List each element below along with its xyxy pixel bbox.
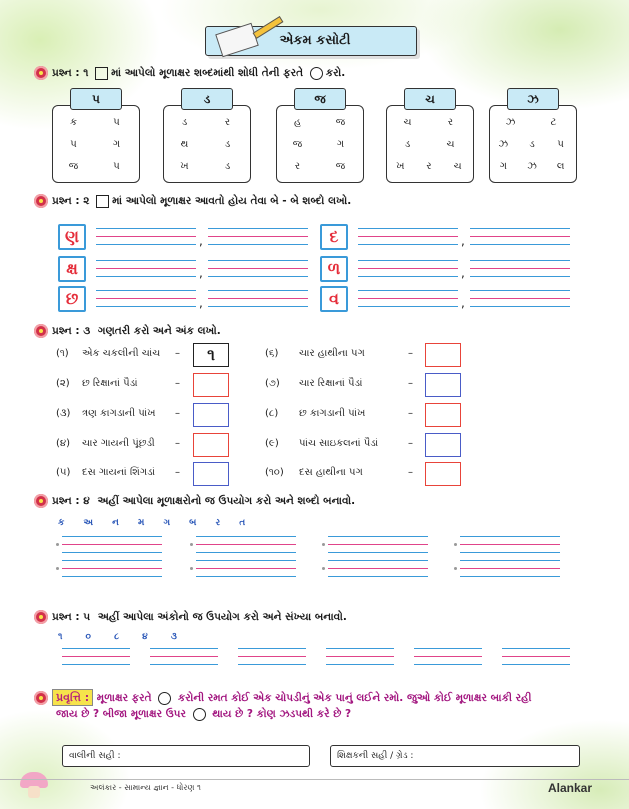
answer-line[interactable] bbox=[414, 648, 482, 649]
letter-cell[interactable]: જ bbox=[335, 161, 346, 172]
letter-cell[interactable]: ચ bbox=[446, 139, 455, 150]
question-3-label: પ્રશ્ન : ૩ bbox=[52, 325, 91, 337]
answer-line[interactable] bbox=[208, 268, 308, 269]
answer-line[interactable] bbox=[150, 648, 218, 649]
bullet-dot bbox=[190, 543, 193, 546]
question-5-heading bbox=[34, 608, 347, 626]
question-1-text: માં આપેલો મૂળાક્ષર શબ્દમાંથી શોધી તેની ફરતે bbox=[111, 67, 304, 79]
letter-cell[interactable]: ઝ bbox=[498, 139, 509, 150]
count-item-text: છ કાગડાની પાંખ bbox=[299, 408, 366, 419]
letter-cell[interactable]: જ bbox=[68, 161, 79, 172]
activity-line-2b: થાય છે ? કોણ ઝડપથી કરે છે ? bbox=[212, 708, 352, 720]
letter-cell[interactable]: પ bbox=[70, 139, 77, 150]
answer-line[interactable] bbox=[238, 648, 306, 649]
page-title: એકમ કસોટી bbox=[279, 33, 351, 48]
answer-box[interactable] bbox=[425, 373, 461, 397]
letter-cell[interactable]: જ bbox=[335, 117, 346, 128]
count-item-number: (૨) bbox=[56, 378, 70, 389]
question-4-heading bbox=[34, 492, 355, 510]
count-item-text: છ રિક્ષાનાં પૈડાં bbox=[82, 378, 138, 389]
comma-separator: , bbox=[461, 234, 465, 248]
answer-line[interactable] bbox=[358, 276, 458, 277]
answer-line[interactable] bbox=[470, 228, 570, 229]
bullet-dot bbox=[190, 567, 193, 570]
answer-line[interactable] bbox=[502, 656, 570, 657]
letter-cell[interactable]: ર bbox=[224, 117, 231, 128]
answer-line[interactable] bbox=[208, 298, 308, 299]
answer-line[interactable] bbox=[414, 664, 482, 665]
answer-line[interactable] bbox=[208, 236, 308, 237]
count-item-text: ત્રણ કાગડાની પાંખ bbox=[82, 408, 156, 419]
answer-line[interactable] bbox=[460, 552, 560, 553]
answer-line[interactable] bbox=[358, 306, 458, 307]
answer-line[interactable] bbox=[96, 268, 196, 269]
parent-signature-label: વાલીની સહી : bbox=[69, 751, 121, 761]
answer-box[interactable] bbox=[193, 403, 229, 427]
count-item-text: ચાર ગાયની પૂંછડી bbox=[82, 438, 155, 449]
letter-cell[interactable]: ડ bbox=[224, 161, 231, 172]
answer-line[interactable] bbox=[460, 576, 560, 577]
letter-cell[interactable]: ઝ bbox=[527, 161, 537, 172]
answer-box[interactable] bbox=[425, 343, 461, 367]
answer-line[interactable] bbox=[358, 298, 458, 299]
bullet-dot bbox=[454, 567, 457, 570]
letter-box: ળ bbox=[320, 256, 348, 282]
teacher-signature-label: શિક્ષકની સહી / ગ્રેડ : bbox=[337, 751, 414, 761]
letter-cell[interactable]: ખ bbox=[180, 161, 189, 172]
count-item-text: ચાર હાથીના પગ bbox=[299, 348, 365, 359]
question-2-text: માં આપેલો મૂળાક્ષર આવતો હોય તેવા બે - બે શબ્દો લખો. bbox=[112, 195, 352, 207]
footer-text: અલંકાર - સામાન્ય જ્ઞાન - ધોરણ ૧ bbox=[90, 783, 201, 792]
answer-line[interactable] bbox=[208, 306, 308, 307]
answer-line[interactable] bbox=[96, 290, 196, 291]
answer-line[interactable] bbox=[96, 298, 196, 299]
question-4-letters: ક અ ન મ ગ બ ર ત bbox=[58, 518, 254, 528]
answer-line[interactable] bbox=[96, 276, 196, 277]
letter-cell[interactable]: ગ bbox=[336, 139, 345, 150]
brand-logo: Alankar bbox=[548, 781, 593, 795]
answer-line[interactable] bbox=[62, 552, 162, 553]
letter-group-head: જ bbox=[294, 88, 346, 110]
activity-tag: પ્રવૃત્તિ : bbox=[52, 689, 93, 706]
count-item-number: (૪) bbox=[56, 438, 71, 449]
dash: – bbox=[175, 467, 180, 478]
answer-line[interactable] bbox=[196, 576, 296, 577]
answer-line[interactable] bbox=[502, 648, 570, 649]
letter-cell[interactable]: ક bbox=[69, 117, 78, 128]
letter-box: ક્ષ bbox=[58, 256, 86, 282]
question-1-text-end: કરો. bbox=[325, 67, 346, 79]
answer-box[interactable] bbox=[193, 433, 229, 457]
letter-cell[interactable]: ગ bbox=[499, 161, 507, 172]
letter-cell[interactable]: ડ bbox=[224, 139, 231, 150]
answer-line[interactable] bbox=[150, 664, 218, 665]
answer-box[interactable] bbox=[193, 462, 229, 486]
question-5-label: પ્રશ્ન : ૫ bbox=[52, 611, 91, 623]
answer-line[interactable] bbox=[470, 276, 570, 277]
answer-line[interactable] bbox=[470, 290, 570, 291]
count-item-text: એક ચકલીની ચાંચ bbox=[82, 348, 161, 359]
letter-cell[interactable]: ર bbox=[294, 161, 301, 172]
circle-icon bbox=[193, 708, 206, 721]
answer-line[interactable] bbox=[470, 298, 570, 299]
letter-cell[interactable]: ચ bbox=[453, 161, 462, 172]
bullet-dot bbox=[454, 543, 457, 546]
question-5-text: અહીં આપેલા અંકોનો જ ઉપયોગ કરો અને સંખ્યા બનાવો. bbox=[97, 611, 347, 623]
answer-line[interactable] bbox=[208, 290, 308, 291]
bullet-dot bbox=[56, 567, 59, 570]
question-4-text: અહીં આપેલા મૂળાક્ષરોનો જ ઉપયોગ કરો અને શબ્દો બનાવો. bbox=[97, 495, 356, 507]
answer-line[interactable] bbox=[238, 664, 306, 665]
answer-line[interactable] bbox=[150, 656, 218, 657]
letter-cell[interactable]: ર bbox=[426, 161, 432, 172]
answer-line[interactable] bbox=[196, 536, 296, 537]
answer-box[interactable] bbox=[425, 462, 461, 486]
answer-line[interactable] bbox=[328, 536, 428, 537]
letter-group-head: પ bbox=[70, 88, 122, 110]
answer-line[interactable] bbox=[208, 244, 308, 245]
answer-box[interactable] bbox=[193, 373, 229, 397]
letter-cell[interactable]: પ bbox=[113, 161, 120, 172]
mushroom-icon bbox=[14, 770, 54, 800]
letter-cell[interactable]: થ bbox=[180, 139, 189, 150]
count-item-number: (૩) bbox=[56, 408, 71, 419]
answer-line[interactable] bbox=[358, 228, 458, 229]
count-item-text: ચાર રિક્ષાનાં પૈડાં bbox=[299, 378, 363, 389]
answer-line[interactable] bbox=[62, 656, 130, 657]
square-icon bbox=[96, 195, 109, 208]
flower-icon bbox=[34, 324, 48, 338]
comma-separator: , bbox=[461, 296, 465, 310]
square-icon bbox=[95, 67, 108, 80]
question-2-heading bbox=[34, 192, 351, 210]
letter-cell[interactable]: હ bbox=[293, 117, 302, 128]
answer-line[interactable] bbox=[502, 664, 570, 665]
answer-line[interactable] bbox=[196, 552, 296, 553]
answer-line[interactable] bbox=[470, 306, 570, 307]
teacher-signature-field[interactable] bbox=[330, 745, 580, 767]
answer-line[interactable] bbox=[460, 536, 560, 537]
bullet-dot bbox=[56, 543, 59, 546]
footer-divider bbox=[0, 779, 629, 780]
letter-cell[interactable]: ડ bbox=[404, 139, 411, 150]
flower-icon bbox=[34, 691, 48, 705]
answer-line[interactable] bbox=[460, 544, 560, 545]
letter-cell[interactable]: ચ bbox=[403, 117, 412, 128]
answer-box[interactable] bbox=[425, 433, 461, 457]
answer-line[interactable] bbox=[470, 260, 570, 261]
count-item-number: (૬) bbox=[265, 348, 279, 359]
answer-box[interactable]: ૧ bbox=[193, 343, 229, 367]
activity-line-1a: મૂળાક્ષર ફરતે bbox=[96, 692, 152, 704]
dash: – bbox=[175, 378, 180, 389]
letter-cell[interactable]: લ bbox=[556, 161, 565, 172]
circle-icon bbox=[310, 67, 323, 80]
answer-line[interactable] bbox=[196, 568, 296, 569]
answer-line[interactable] bbox=[460, 560, 560, 561]
dash: – bbox=[175, 408, 180, 419]
answer-line[interactable] bbox=[326, 664, 394, 665]
letter-box: વ bbox=[320, 286, 348, 312]
answer-line[interactable] bbox=[62, 576, 162, 577]
flower-icon bbox=[34, 610, 48, 624]
count-item-number: (૧૦) bbox=[265, 467, 284, 478]
count-item-text: પાંચ સાઇકલનાં પૈડાં bbox=[299, 438, 379, 449]
dash: – bbox=[175, 438, 180, 449]
answer-line[interactable] bbox=[208, 228, 308, 229]
answer-line[interactable] bbox=[62, 536, 162, 537]
count-item-number: (૭) bbox=[265, 378, 280, 389]
answer-line[interactable] bbox=[358, 260, 458, 261]
letter-group-head: ડ bbox=[181, 88, 233, 110]
answer-line[interactable] bbox=[62, 568, 162, 569]
letter-cell[interactable]: ડ bbox=[181, 117, 188, 128]
letter-cell[interactable]: ઝ bbox=[505, 117, 516, 128]
letter-group-head: ચ bbox=[404, 88, 456, 110]
answer-line[interactable] bbox=[358, 236, 458, 237]
question-4-label: પ્રશ્ન : ૪ bbox=[52, 495, 90, 507]
dash: – bbox=[408, 408, 413, 419]
answer-line[interactable] bbox=[358, 290, 458, 291]
answer-line[interactable] bbox=[62, 560, 162, 561]
answer-line[interactable] bbox=[328, 560, 428, 561]
letter-cell[interactable]: ખ bbox=[396, 161, 405, 172]
count-item-text: દસ હાથીના પગ bbox=[299, 467, 363, 478]
dash: – bbox=[408, 438, 413, 449]
letter-cell[interactable]: પ bbox=[113, 117, 120, 128]
question-5-digits: ૧ ૦ ૮ ૪ ૩ bbox=[58, 632, 187, 642]
answer-line[interactable] bbox=[470, 236, 570, 237]
answer-line[interactable] bbox=[96, 236, 196, 237]
question-1-label: પ્રશ્ન : ૧ bbox=[52, 67, 89, 79]
answer-line[interactable] bbox=[358, 268, 458, 269]
answer-line[interactable] bbox=[208, 276, 308, 277]
question-1-heading bbox=[34, 64, 345, 82]
answer-line[interactable] bbox=[96, 244, 196, 245]
letter-cell[interactable]: ડ bbox=[529, 139, 535, 150]
answer-line[interactable] bbox=[62, 664, 130, 665]
letter-cell[interactable]: પ bbox=[557, 139, 564, 150]
letter-cell[interactable]: ર bbox=[447, 117, 454, 128]
answer-line[interactable] bbox=[328, 552, 428, 553]
activity-line-2a: જાય છે ? બીજા મૂળાક્ષર ઉપર bbox=[56, 708, 186, 720]
activity-section bbox=[34, 690, 604, 722]
answer-line[interactable] bbox=[328, 544, 428, 545]
letter-cell[interactable]: ગ bbox=[112, 139, 121, 150]
letter-box: છ bbox=[58, 286, 86, 312]
activity-line-1b: કરોની રમત કોઈ એક ચોપડીનું એક પાનું લઈને રમો. જુઓ કોઈ મૂળાક્ષર બાકી રહી bbox=[177, 692, 532, 704]
comma-separator: , bbox=[199, 266, 203, 280]
answer-box[interactable] bbox=[425, 403, 461, 427]
bullet-dot bbox=[322, 567, 325, 570]
count-item-number: (૮) bbox=[265, 408, 279, 419]
question-3-text: ગણતરી કરો અને અંક લખો. bbox=[97, 325, 221, 337]
answer-line[interactable] bbox=[96, 228, 196, 229]
answer-line[interactable] bbox=[208, 260, 308, 261]
answer-line[interactable] bbox=[470, 244, 570, 245]
answer-line[interactable] bbox=[414, 656, 482, 657]
comma-separator: , bbox=[199, 234, 203, 248]
circle-icon bbox=[158, 692, 171, 705]
letter-cell[interactable]: ટ bbox=[550, 117, 557, 128]
answer-line[interactable] bbox=[196, 544, 296, 545]
dash: – bbox=[408, 467, 413, 478]
dash: – bbox=[408, 348, 413, 359]
answer-line[interactable] bbox=[328, 576, 428, 577]
dash: – bbox=[175, 348, 180, 359]
count-item-number: (૧) bbox=[56, 348, 69, 359]
count-item-number: (૫) bbox=[56, 467, 71, 478]
answer-line[interactable] bbox=[328, 568, 428, 569]
comma-separator: , bbox=[461, 266, 465, 280]
letter-box: ણ bbox=[58, 224, 86, 250]
question-3-heading bbox=[34, 322, 221, 340]
count-item-number: (૯) bbox=[265, 438, 279, 449]
letter-cell[interactable]: જ bbox=[292, 139, 303, 150]
answer-line[interactable] bbox=[196, 560, 296, 561]
dash: – bbox=[408, 378, 413, 389]
answer-line[interactable] bbox=[96, 306, 196, 307]
question-2-label: પ્રશ્ન : ૨ bbox=[52, 195, 90, 207]
bullet-dot bbox=[322, 543, 325, 546]
answer-line[interactable] bbox=[326, 656, 394, 657]
flower-icon bbox=[34, 194, 48, 208]
flower-icon bbox=[34, 494, 48, 508]
answer-line[interactable] bbox=[326, 648, 394, 649]
letter-group-head: ઝ bbox=[507, 88, 559, 110]
answer-line[interactable] bbox=[358, 244, 458, 245]
answer-line[interactable] bbox=[470, 268, 570, 269]
letter-box: દ bbox=[320, 224, 348, 250]
count-item-text: દસ ગાયનાં શિંગડાં bbox=[82, 467, 156, 478]
answer-line[interactable] bbox=[62, 648, 130, 649]
answer-line[interactable] bbox=[62, 544, 162, 545]
flower-icon bbox=[34, 66, 48, 80]
answer-line[interactable] bbox=[460, 568, 560, 569]
answer-line[interactable] bbox=[96, 260, 196, 261]
parent-signature-field[interactable] bbox=[62, 745, 310, 767]
answer-line[interactable] bbox=[238, 656, 306, 657]
comma-separator: , bbox=[199, 296, 203, 310]
